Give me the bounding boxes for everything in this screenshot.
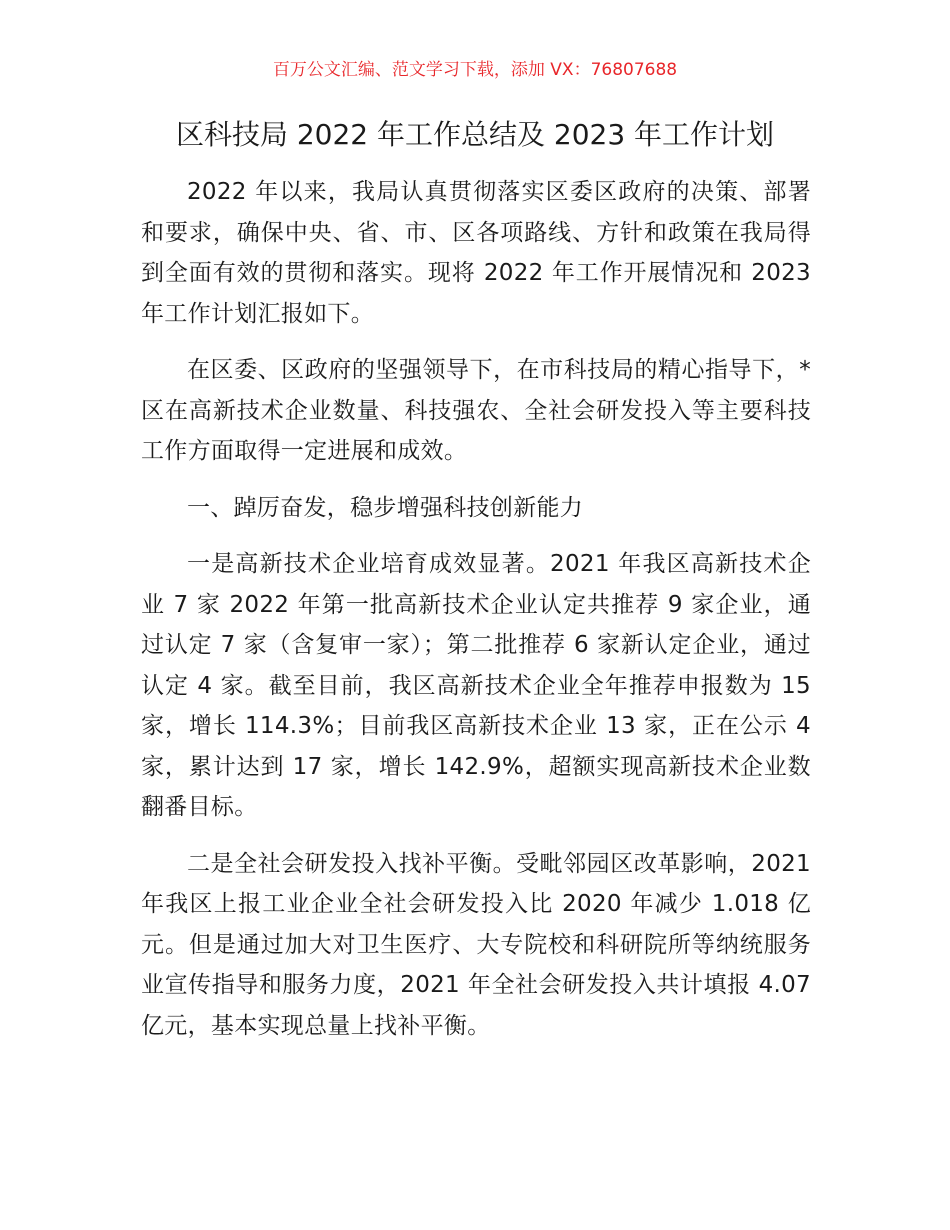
paragraph-summary: 在区委、区政府的坚强领导下，在市科技局的精心指导下，*区在高新技术企业数量、科技强农、全社会研发投入等主要科技工作方面取得一定进展和成效。: [141, 357, 811, 464]
section-heading-1: 一、踔厉奋发，稳步增强科技创新能力: [187, 494, 584, 521]
document-body: [141, 172, 811, 1062]
watermark-banner: 百万公文汇编、范文学习下载，添加 VX：76807688: [272, 60, 678, 80]
paragraph-rd-investment: 二是全社会研发投入找补平衡。受毗邻园区改革影响，2021 年我区上报工业企业全社会研发投入比 2020 年减少 1.018 亿元。但是通过加大对卫生医疗、大专院校和科研院所等纳统服务业宣传指导和服务力度，2021 年全社会研发投入共计填报 4.07 亿元，基本实现总量上找补平衡。: [141, 850, 811, 1039]
paragraph-high-tech-enterprises: 一是高新技术企业培育成效显著。2021 年我区高新技术企业 7 家 2022 年第一批高新技术企业认定共推荐 9 家企业，通过认定 7 家（含复审一家）；第二批推荐 6 家新认定企业，通过认定 4 家。截至目前，我区高新技术企业全年推荐申报数为 15 家，增长 114.3%；目前我区高新技术企业 13 家，正在公示 4 家，累计达到 17 家，增长 142.9%，超额实现高新技术企业数翻番目标。: [141, 551, 811, 820]
paragraph-intro: 2022 年以来，我局认真贯彻落实区委区政府的决策、部署和要求，确保中央、省、市、区各项路线、方针和政策在我局得到全面有效的贯彻和落实。现将 2022 年工作开展情况和 2023 年工作计划汇报如下。: [141, 179, 811, 327]
document-title: 区科技局 2022 年工作总结及 2023 年工作计划: [175, 118, 775, 151]
